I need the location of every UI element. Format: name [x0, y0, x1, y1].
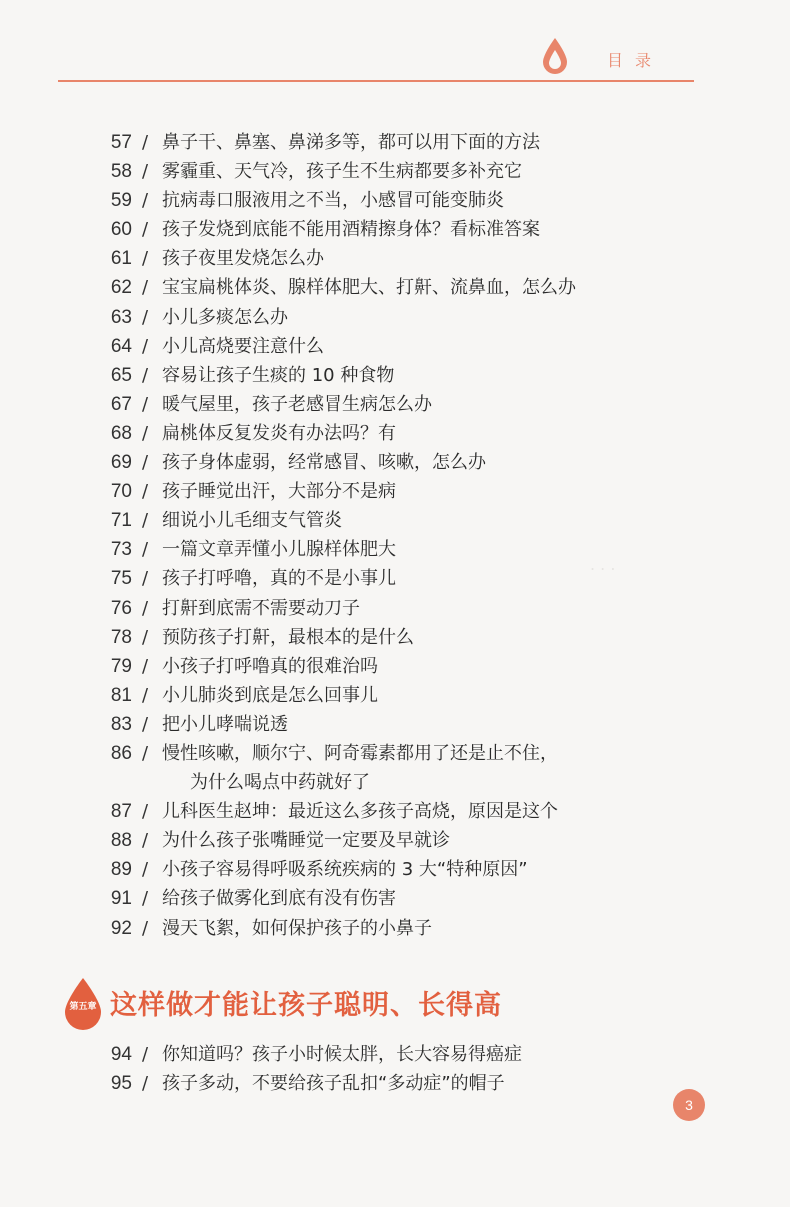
toc-entry-title: 漫天飞絮，如何保护孩子的小鼻子 [162, 917, 432, 939]
toc-entry-title: 小儿高烧要注意什么 [162, 335, 324, 357]
toc-entry[interactable]: 70 / 孩子睡觉出汗，大部分不是病 [0, 477, 790, 506]
toc-entry[interactable]: 78 / 预防孩子打鼾，最根本的是什么 [0, 623, 790, 652]
toc-entry[interactable]: 94 / 你知道吗？孩子小时候太胖，长大容易得癌症 [0, 1040, 790, 1069]
toc-entry-title: 预防孩子打鼾，最根本的是什么 [162, 626, 414, 648]
page-number: 3 [673, 1089, 705, 1121]
toc-entry[interactable]: 67 / 暖气屋里，孩子老感冒生病怎么办 [0, 390, 790, 419]
toc-entry-title: 雾霾重、天气冷，孩子生不生病都要多补充它 [162, 161, 522, 183]
toc-entry-title: 为什么孩子张嘴睡觉一定要及早就诊 [162, 830, 450, 852]
toc-entry[interactable]: 57 / 鼻子干、鼻塞、鼻涕多等，都可以用下面的方法 [0, 128, 790, 157]
toc-list [0, 128, 790, 943]
toc-entry-title: 打鼾到底需不需要动刀子 [162, 597, 360, 619]
toc-entry-title: 为什么喝点中药就好了 [190, 772, 370, 794]
toc-entry[interactable]: 73 / 一篇文章弄懂小儿腺样体肥大 [0, 535, 790, 564]
toc-entry[interactable]: 61 / 孩子夜里发烧怎么办 [0, 244, 790, 273]
toc-entry[interactable]: 64 / 小儿高烧要注意什么 [0, 332, 790, 361]
toc-entry[interactable]: 81 / 小儿肺炎到底是怎么回事儿 [0, 681, 790, 710]
toc-entry[interactable]: 58 / 雾霾重、天气冷，孩子生不生病都要多补充它 [0, 157, 790, 186]
toc-entry[interactable]: 71 / 细说小儿毛细支气管炎 [0, 506, 790, 535]
toc-entry-title: 宝宝扁桃体炎、腺样体肥大、打鼾、流鼻血，怎么办 [162, 277, 576, 299]
toc-entry[interactable]: 79 / 小孩子打呼噜真的很难治吗 [0, 652, 790, 681]
toc-entry[interactable]: 75 / 孩子打呼噜，真的不是小事儿 [0, 564, 790, 593]
bleed-through: . . . [590, 555, 616, 574]
toc-list-chapter-5 [0, 1040, 790, 1098]
toc-entry-continuation[interactable] [0, 768, 790, 797]
toc-entry-title: 小儿多痰怎么办 [162, 306, 288, 328]
toc-entry[interactable]: 89 / 小孩子容易得呼吸系统疾病的 3 大“特种原因” [0, 855, 790, 884]
toc-entry[interactable]: 63 / 小儿多痰怎么办 [0, 303, 790, 332]
toc-entry-title: 扁桃体反复发炎有办法吗？有 [162, 422, 396, 444]
toc-entry-title: 鼻子干、鼻塞、鼻涕多等，都可以用下面的方法 [162, 132, 540, 153]
toc-entry[interactable]: 83 / 把小儿哮喘说透 [0, 710, 790, 739]
toc-entry-title: 孩子多动，不要给孩子乱扣“多动症”的帽子 [162, 1073, 505, 1095]
chapter-heading [0, 975, 790, 1031]
toc-entry-title: 给孩子做雾化到底有没有伤害 [162, 888, 396, 910]
toc-entry-title: 孩子夜里发烧怎么办 [162, 248, 324, 270]
toc-entry-title: 暖气屋里，孩子老感冒生病怎么办 [162, 393, 432, 415]
toc-entry-title: 小孩子容易得呼吸系统疾病的 3 大“特种原因” [162, 859, 528, 881]
header-title: 目录 [607, 51, 664, 70]
toc-entry-title: 抗病毒口服液用之不当，小感冒可能变肺炎 [162, 190, 504, 212]
toc-entry[interactable]: 69 / 孩子身体虚弱，经常感冒、咳嗽，怎么办 [0, 448, 790, 477]
toc-entry[interactable]: 76 / 打鼾到底需不需要动刀子 [0, 594, 790, 623]
toc-entry[interactable]: 60 / 孩子发烧到底能不能用酒精擦身体？看标准答案 [0, 215, 790, 244]
toc-entry[interactable]: 68 / 扁桃体反复发炎有办法吗？有 [0, 419, 790, 448]
toc-entry-title: 慢性咳嗽，顺尔宁、阿奇霉素都用了还是止不住， [162, 742, 558, 764]
toc-entry-title: 小儿肺炎到底是怎么回事儿 [162, 684, 378, 706]
toc-entry[interactable]: 62 / 宝宝扁桃体炎、腺样体肥大、打鼾、流鼻血，怎么办 [0, 273, 790, 302]
toc-entry-title: 一篇文章弄懂小儿腺样体肥大 [162, 539, 396, 561]
toc-entry-title: 孩子身体虚弱，经常感冒、咳嗽，怎么办 [162, 452, 486, 474]
toc-entry[interactable]: 88 / 为什么孩子张嘴睡觉一定要及早就诊 [0, 826, 790, 855]
toc-entry-title: 孩子发烧到底能不能用酒精擦身体？看标准答案 [162, 219, 540, 241]
toc-entry[interactable]: 95 / 孩子多动，不要给孩子乱扣“多动症”的帽子 [0, 1069, 790, 1098]
toc-entry-title: 孩子睡觉出汗，大部分不是病 [162, 481, 396, 503]
drop-icon [540, 36, 570, 76]
toc-entry-title: 细说小儿毛细支气管炎 [162, 510, 342, 532]
toc-entry-title: 把小儿哮喘说透 [162, 713, 288, 735]
toc-entry[interactable]: 87 / 儿科医生赵坤：最近这么多孩子高烧，原因是这个 [0, 797, 790, 826]
toc-entry[interactable]: 65 / 容易让孩子生痰的 10 种食物 [0, 361, 790, 390]
chapter-title: 这样做才能让孩子聪明、长得高 [110, 990, 502, 1021]
toc-entry[interactable]: 92 / 漫天飞絮，如何保护孩子的小鼻子 [0, 914, 790, 943]
header-rule [58, 80, 694, 82]
chapter-badge: 第五章 [69, 1002, 97, 1012]
toc-entry-title: 孩子打呼噜，真的不是小事儿 [162, 568, 396, 590]
toc-entry-title: 容易让孩子生痰的 10 种食物 [162, 364, 395, 386]
toc-entry-title: 小孩子打呼噜真的很难治吗 [162, 655, 378, 677]
toc-entry-title: 你知道吗？孩子小时候太胖，长大容易得癌症 [162, 1044, 522, 1065]
toc-entry[interactable]: 59 / 抗病毒口服液用之不当，小感冒可能变肺炎 [0, 186, 790, 215]
toc-entry[interactable]: 91 / 给孩子做雾化到底有没有伤害 [0, 884, 790, 913]
toc-entry-title: 儿科医生赵坤：最近这么多孩子高烧，原因是这个 [162, 801, 558, 823]
toc-entry[interactable]: 86 / 慢性咳嗽，顺尔宁、阿奇霉素都用了还是止不住， [0, 739, 790, 768]
